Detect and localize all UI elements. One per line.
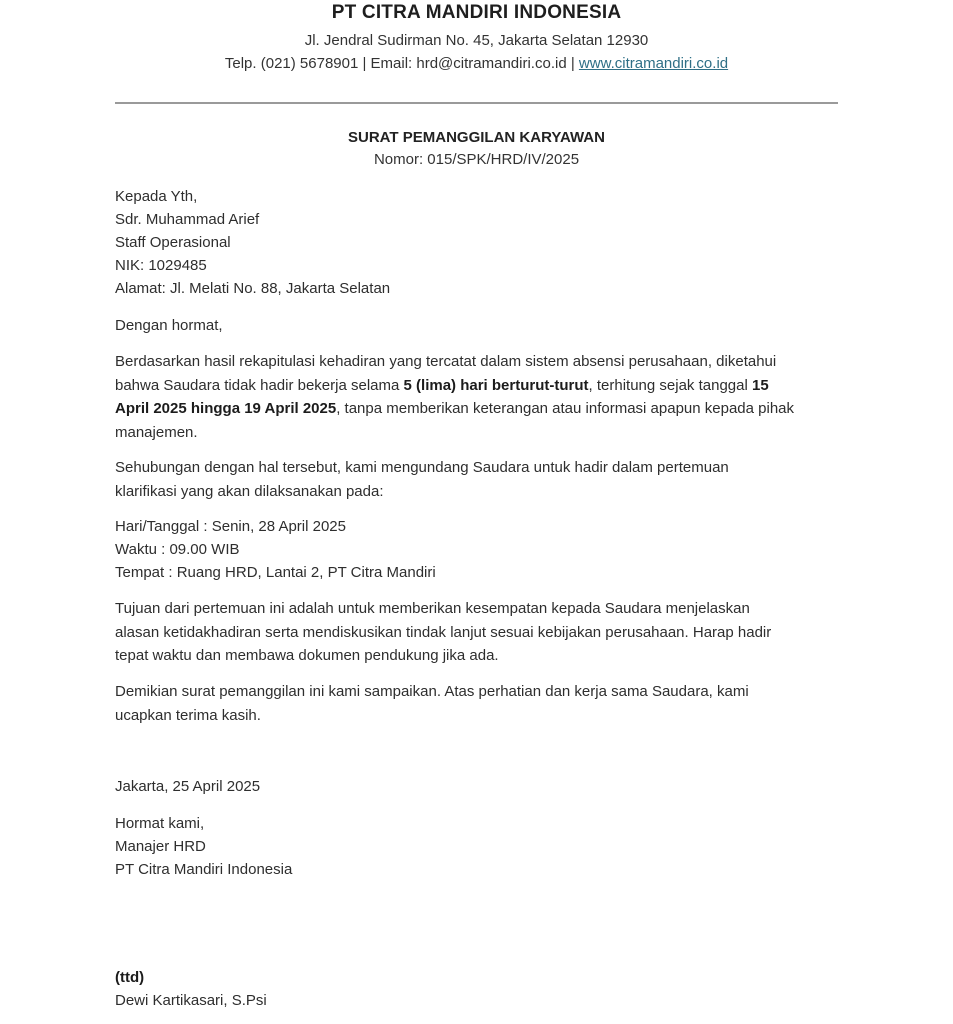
place-date: Jakarta, 25 April 2025 <box>115 778 261 795</box>
letter-number: Nomor: 015/SPK/HRD/IV/2025 <box>373 151 580 168</box>
signer-company: PT Citra Mandiri Indonesia <box>115 861 293 878</box>
paragraph-line: tepat waktu dan membawa dokumen pendukung jika ada. <box>115 647 499 664</box>
meeting-place: Tempat : Ruang HRD, Lantai 2, PT Citra Mandiri <box>115 564 436 581</box>
paragraph-line: alasan ketidakhadiran serta mendiskusikan tindak lanjut sesuai kebijakan perusahaan. Harap hadir <box>115 623 772 641</box>
recipient-nik: NIK: 1029485 <box>115 257 207 274</box>
absence-start-day: 15 <box>751 376 769 394</box>
absence-period: April 2025 hingga 19 April 2025 <box>115 400 337 417</box>
paragraph-line: Tujuan dari pertemuan ini adalah untuk memberikan kesempatan kepada Saudara menjelaskan <box>115 600 750 617</box>
recipient-position: Staff Operasional <box>115 234 231 251</box>
paragraph-line: Berdasarkan hasil rekapitulasi kehadiran yang tercatat dalam sistem absensi perusahaan, diketahui <box>115 353 777 370</box>
absence-duration: 5 (lima) hari berturut-turut <box>403 376 589 394</box>
meeting-date: Hari/Tanggal : Senin, 28 April 2025 <box>115 518 346 535</box>
paragraph-line <box>115 374 840 398</box>
letterhead-divider <box>115 102 838 104</box>
recipient-salutation: Kepada Yth, <box>115 188 198 205</box>
contact-info: Telp. (021) 5678901 | Email: hrd@citramandiri.co.id | <box>224 55 579 72</box>
paragraph-invitation <box>115 456 840 503</box>
recipient-address: Alamat: Jl. Melati No. 88, Jakarta Selatan <box>115 280 391 297</box>
paragraph-line: ucapkan terima kasih. <box>115 706 261 724</box>
paragraph-line: manajemen. <box>115 423 198 441</box>
company-contact <box>0 55 953 72</box>
text-run: , tanpa memberikan keterangan atau informasi apapun kepada pihak <box>336 400 795 417</box>
paragraph-line: klarifikasi yang akan dilaksanakan pada: <box>115 482 384 500</box>
company-name: PT CITRA MANDIRI INDONESIA <box>331 2 622 23</box>
paragraph-line: Demikian surat pemanggilan ini kami sampaikan. Atas perhatian dan kerja sama Saudara, kami <box>115 683 749 700</box>
paragraph-line: Sehubungan dengan hal tersebut, kami mengundang Saudara untuk hadir dalam pertemuan <box>115 459 729 476</box>
recipient-name: Sdr. Muhammad Arief <box>115 211 260 228</box>
signer-role: Manajer HRD <box>115 838 206 855</box>
signer-name: Dewi Kartikasari, S.Psi <box>115 992 267 1009</box>
paragraph-line <box>115 397 840 421</box>
paragraph-purpose <box>115 597 840 668</box>
signature-mark: (ttd) <box>115 969 145 986</box>
letter-title: SURAT PEMANGGILAN KARYAWAN <box>348 129 605 146</box>
greeting: Dengan hormat, <box>115 317 223 334</box>
closing-regards: Hormat kami, <box>115 815 205 832</box>
meeting-time: Waktu : 09.00 WIB <box>115 541 240 558</box>
paragraph-closing <box>115 680 840 727</box>
company-address: Jl. Jendral Sudirman No. 45, Jakarta Selatan 12930 <box>304 32 649 49</box>
paragraph-absence <box>115 350 840 444</box>
website-link[interactable]: www.citramandiri.co.id <box>578 55 729 72</box>
text-run: bahwa Saudara tidak hadir bekerja selama <box>115 376 404 394</box>
text-run: , terhitung sejak tanggal <box>588 376 752 394</box>
